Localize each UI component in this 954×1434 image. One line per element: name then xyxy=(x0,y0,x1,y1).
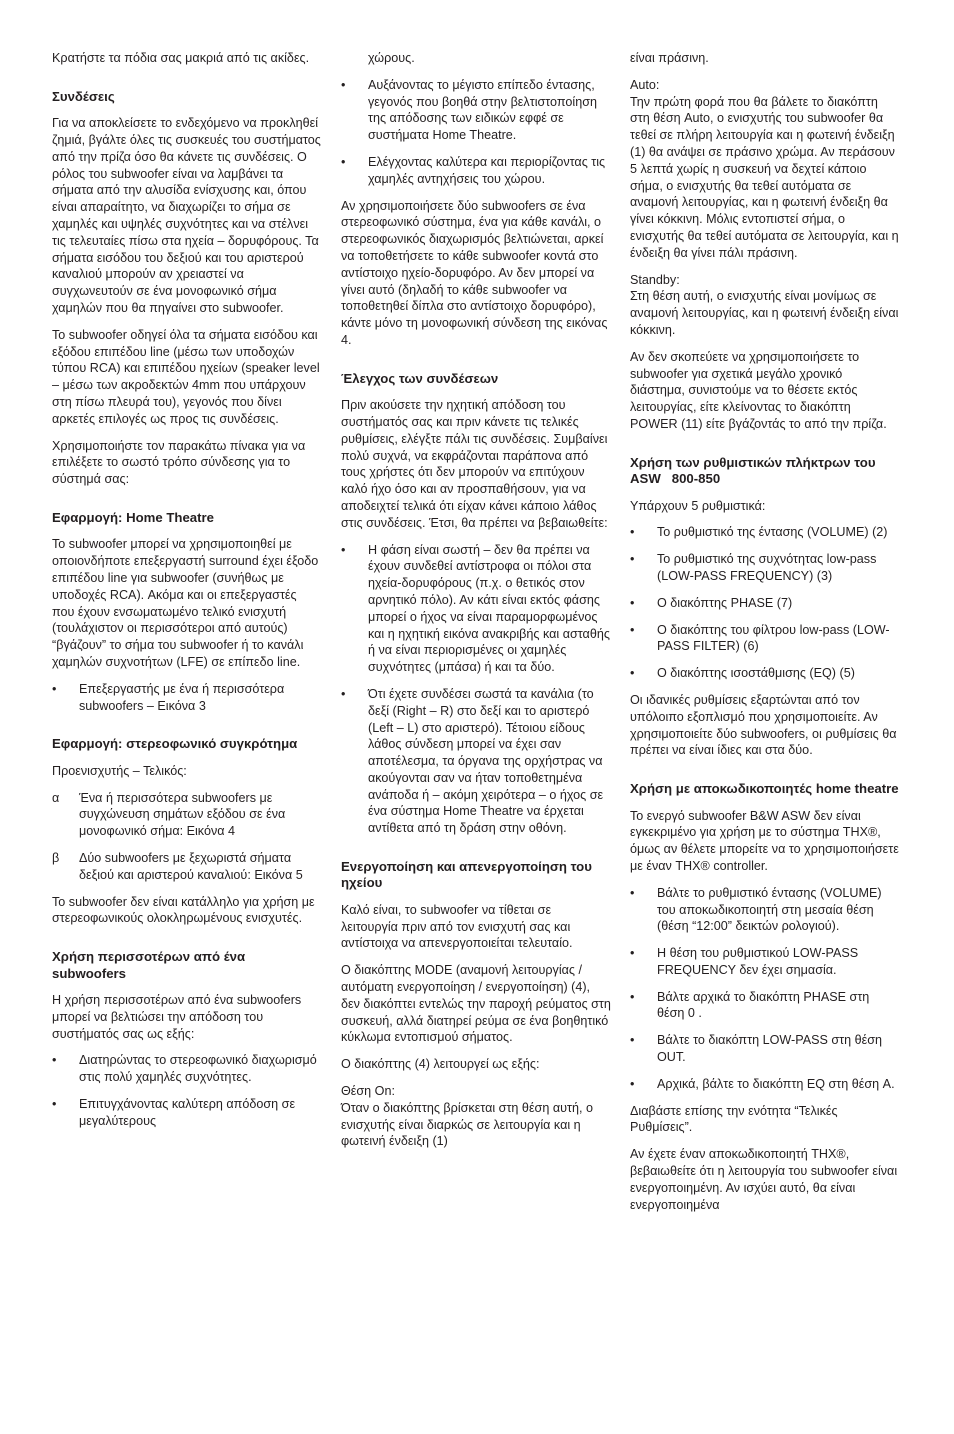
list-item-text: Βάλτε το διακόπτη LOW-PASS στη θέση OUT. xyxy=(657,1033,883,1065)
list-item xyxy=(341,77,611,144)
list-marker: • xyxy=(630,552,635,567)
heading-check-connections: Έλεγχος των συνδέσεων xyxy=(341,370,499,386)
on-position-paragraph xyxy=(341,1083,611,1150)
list-item xyxy=(630,1076,900,1093)
list-marker: • xyxy=(341,542,346,557)
controls-paragraph: Υπάρχουν 5 ρυθμιστικά: xyxy=(630,498,766,513)
list-marker: • xyxy=(630,1076,635,1091)
stereo-paragraph-2: Το subwoofer δεν είναι κατάλληλο για χρήση με στερεοφωνικούς ολοκληρωμένους ενισχυτές. xyxy=(52,894,315,926)
list-item-text: Βάλτε το ρυθμιστικό έντασης (VOLUME) του αποκωδικοποιητή στη μεσαία θέση (θέση “12:00” δεικτών ρολογιού). xyxy=(657,885,882,934)
connections-paragraph-3: Χρησιμοποιήστε τον παρακάτω πίνακα για να επιλέξετε το σωστό τρόπο σύνδεσης για το σύστημά σας: xyxy=(52,438,306,487)
list-item xyxy=(52,790,322,840)
standby-position-paragraph xyxy=(630,272,900,339)
heading-multiple-subwoofers: Χρήση περισσοτέρων από ένα subwoofers xyxy=(52,949,246,981)
list-item xyxy=(341,686,611,837)
list-marker: • xyxy=(630,989,635,1004)
list-item xyxy=(630,524,900,541)
list-marker: α xyxy=(52,790,60,805)
list-item-text: Διατηρώντας το στερεοφωνικό διαχωρισμό στις πολύ χαμηλές συχνότητες. xyxy=(79,1053,317,1085)
controls-list xyxy=(630,524,900,682)
list-marker: • xyxy=(630,885,635,900)
standby-position-text: Στη θέση αυτή, ο ενισχυτής είναι μονίμως σε αναμονή λειτουργίας, και η φωτεινή ένδειξη είναι κόκκινη. xyxy=(630,289,899,337)
list-item-text: Επιτυγχάνοντας καλύτερη απόδοση σε μεγαλύτερους xyxy=(79,1096,296,1128)
list-item-text: Ελέγχοντας καλύτερα και περιορίζοντας τις χαμηλές αντηχήσεις του χώρου. xyxy=(368,154,606,186)
continuation-text: είναι πράσινη. xyxy=(630,51,709,65)
on-position-label: Θέση On: xyxy=(341,1084,395,1099)
list-item-text: Αυξάνοντας το μέγιστο επίπεδο έντασης, γεγονός που βοηθά στην βελτιστοποίηση της απόδοσης των ειδικών εφφέ σε συστήματα Home Theatre. xyxy=(368,77,597,143)
list-item-text: Ένα ή περισσότερα subwoofers με συγχώνευση σημάτων εξόδου σε ένα μονοφωνικό σήμα: Εικόνα 4 xyxy=(79,790,286,839)
list-item xyxy=(630,551,900,585)
decoders-list xyxy=(630,885,900,1093)
heading-home-theatre: Εφαρμογή: Home Theatre xyxy=(52,509,215,525)
thx-paragraph: Αν έχετε έναν αποκωδικοποιητή THX®, βεβαιωθείτε ότι η λειτουργία του subwoofer είναι ενεργοποιημένη. Αν ισχύει αυτό, θα είναι ενεργοποιημένα xyxy=(630,1147,898,1212)
list-item xyxy=(630,665,900,682)
stereo-list xyxy=(52,790,322,884)
on-position-text: Όταν ο διακόπτης βρίσκεται στη θέση αυτή, ο ενισχυτής είναι διαρκώς σε λειτουργία και η φωτεινή ένδειξη (1) xyxy=(341,1100,593,1149)
heading-power: Ενεργοποίηση και απενεργοποίηση του ηχείου xyxy=(341,859,592,891)
list-item-text: Αρχικά, βάλτε το διακόπτη EQ στη θέση A. xyxy=(657,1076,895,1091)
multiple-subwoofers-list xyxy=(52,1052,322,1129)
heading-controls: Χρήση των ρυθμιστικών πλήκτρων του ASW 800-850 xyxy=(630,454,880,487)
list-marker: • xyxy=(341,77,346,92)
auto-position-label: Auto: xyxy=(630,77,660,92)
multiple-subwoofers-list-cont xyxy=(341,77,611,188)
home-theatre-list xyxy=(52,681,322,715)
heading-decoders: Χρήση με αποκωδικοποιητές home theatre xyxy=(630,781,899,797)
column-2 xyxy=(341,50,611,1150)
column-1 xyxy=(52,50,322,1139)
list-item-text: Δύο subwoofers με ξεχωριστά σήματα δεξιού και αριστερού καναλιού: Εικόνα 5 xyxy=(79,850,303,882)
two-subwoofers-paragraph: Αν χρησιμοποιήσετε δύο subwoofers σε ένα στερεοφωνικό σύστημα, ένα για κάθε κανάλι, ο στερεοφωνικός διαχωρισμός βελτιώνεται, αρκεί να τοποθετήσετε το κάθε subwoofer κοντά στο αντίστοιχο ηχείο-δορυφόρο. Αν δεν μπορεί να γίνει αυτό (δηλαδή το κάθε subwoofer να τοποθετηθεί δίπλα στο αντίστοιχο δορυφόρο), κάντε μόνο τη μονοφωνική σύνδεση της εικόνας 4. xyxy=(341,198,608,347)
decoders-paragraph: Το ενεργό subwoofer B&W ASW δεν είναι εγκεκριμένο για χρήση με το σύστημα THX®, όμως αν θέλετε μπορείτε να το χρησιμοποιήσετε με έναν THX® controller. xyxy=(630,808,899,873)
power-paragraph-3: Ο διακόπτης (4) λειτουργεί ως εξής: xyxy=(341,1057,540,1072)
list-marker: • xyxy=(630,595,635,610)
continuation-text: χώρους. xyxy=(368,51,415,65)
unused-paragraph: Αν δεν σκοπεύετε να χρησιμοποιήσετε το subwoofer για σχετικά μεγάλο χρονικό διάστημα, συνιστούμε να το θέσετε εκτός λειτουργίας, είτε κλείνοντας το διακόπτη POWER (11) είτε βγάζοντάς το από την πρίζα. xyxy=(630,349,887,431)
auto-position-text: Την πρώτη φορά που θα βάλετε το διακόπτη στη θέση Auto, ο ενισχυτής του subwoofer θα τεθεί σε πλήρη λειτουργία και η φωτεινή ένδειξη (1) θα ανάψει σε πράσινο χρώμα. Αν περάσουν 5 λεπτά χωρίς η συσκευή να δεχτεί κάποιο σήμα, ο ενισχυτής θα τεθεί αυτόματα σε αναμονή λειτουργίας, και η φωτεινή ένδειξη θα γίνει κόκκινη. Μόλις εντοπιστεί σήμα, ο ενισχυτής θα τεθεί αυτόματα σε λειτουργία, και η ένδειξη θα γίνει πάλι πράσινη. xyxy=(630,94,899,260)
list-marker: • xyxy=(630,1033,635,1048)
list-item xyxy=(630,622,900,656)
check-paragraph: Πριν ακούσετε την ηχητική απόδοση του συστήματός σας και πριν κάνετε τις τελικές ρυθμίσεις, ελέγξτε πάλι τις συνδέσεις. Συμβαίνει πολύ συχνά, να εκφράζονται παράπονα από τους χρήστες ότι δεν μπορούν να επιτύχουν καλό ήχο όσο και αν προσπαθήσουν, για να αποδειχτεί τελικά ότι είχαν κάνει κάποιο λάθος στις συνδέσεις. Έτσι, θα πρέπει να βεβαιωθείτε: xyxy=(341,398,608,530)
list-item xyxy=(341,542,611,676)
list-item xyxy=(630,885,900,935)
list-item-text: Ο διακόπτης PHASE (7) xyxy=(657,595,793,610)
power-paragraph-2: Ο διακόπτης MODE (αναμονή λειτουργίας / αυτόματη ενεργοποίηση / ενεργοποίηση) (4), δεν διακόπτει εντελώς την παροχή ρεύματος στη συσκευή, αλλά διατηρεί ρεύμα σε ένα βοηθητικό κύκλωμα εντοπισμού σήματος. xyxy=(341,963,611,1045)
connections-paragraph-2: Το subwoofer οδηγεί όλα τα σήματα εισόδου και εξόδου επιπέδου line (μέσω των υποδοχών τύπου RCA) και επιπέδου ηχείων (speaker level – μέσω των ακροδεκτών 4mm που υπάρχουν στη πίσω πλευρά του), γεγονός που δίνει αρκετές επιλογές ως προς τις συνδέσεις. xyxy=(52,327,320,426)
stereo-paragraph: Προενισχυτής – Τελικός: xyxy=(52,763,187,778)
list-marker: • xyxy=(341,154,346,169)
list-item-text: Η θέση του ρυθμιστικού LOW-PASS FREQUENCY δεν έχει σημασία. xyxy=(657,946,859,977)
list-item-text: Επεξεργαστής με ένα ή περισσότερα subwoofers – Εικόνα 3 xyxy=(79,681,285,713)
list-item xyxy=(52,850,322,884)
list-item-text: Ο διακόπτης ισοστάθμισης (EQ) (5) xyxy=(657,666,855,681)
multiple-subwoofers-paragraph: Η χρήση περισσοτέρων από ένα subwoofers μπορεί να βελτιώσει την απόδοση του συστήματός σας ως εξής: xyxy=(52,992,302,1041)
auto-position-paragraph xyxy=(630,77,900,262)
list-item xyxy=(630,989,900,1023)
read-also-paragraph: Διαβάστε επίσης την ενότητα “Τελικές Ρυθμίσεις”. xyxy=(630,1103,838,1135)
heading-connections: Συνδέσεις xyxy=(52,88,115,104)
column-3 xyxy=(630,50,900,1223)
list-item-text: Το ρυθμιστικό της έντασης (VOLUME) (2) xyxy=(657,525,888,540)
list-item xyxy=(52,1052,322,1086)
list-item xyxy=(52,681,322,715)
list-item xyxy=(630,595,900,612)
list-item-text: Το ρυθμιστικό της συχνότητας low-pass (LOW-PASS FREQUENCY) (3) xyxy=(657,552,877,583)
list-item xyxy=(52,1096,322,1130)
connections-paragraph-1: Για να αποκλείσετε το ενδεχόμενο να προκληθεί ζημιά, βγάλτε όλες τις συσκευές του συστήματος από την πρίζα όσο θα κάνετε τις συνδέσεις. Ο ρόλος του subwoofer είναι να λαμβάνει τα σήματα από την αλυσίδα ενίσχυσης και, όπου είναι απαραίτητο, να διαχωρίζει το σήμα σε χαμηλές και υψηλές συχνότητες και να στέλνει τις τελευταίες πίσω στα ηχεία – δορυφόρους. Τα σήματα εισόδου του δεξιού και του αριστερού καναλιού μπορούν αν χρειαστεί να συγχωνευτούν σε ένα μονοφωνικό σήμα χαμηλών που θα πηγαίνει στο subwoofer. xyxy=(52,116,321,315)
intro-paragraph: Κρατήστε τα πόδια σας μακριά από τις ακίδες. xyxy=(52,51,310,65)
list-marker: • xyxy=(630,622,635,637)
list-marker: β xyxy=(52,850,60,865)
list-marker: • xyxy=(52,681,57,696)
list-marker: • xyxy=(630,525,635,540)
list-item-text: Ότι έχετε συνδέσει σωστά τα κανάλια (το δεξί (Right – R) στο δεξί και το αριστερό (Left – L) στο αριστερό). Τέτοιου είδους λάθος σύνδεση μπορεί να έχει σαν αποτέλεσμα, τα όργανα της ορχήστρας να ακούγονται σαν να ήταν τοποθετημένα ανάποδα ή – ακόμη χειρότερα – ο ήχος σε ένα σύστημα Home Theatre να έρχεται αντίθετα από τη δράση στην οθόνη. xyxy=(368,686,604,836)
list-marker: • xyxy=(52,1053,57,1068)
list-item-text: Βάλτε αρχικά το διακόπτη PHASE στη θέση 0 . xyxy=(657,989,870,1021)
power-paragraph-1: Καλό είναι, το subwoofer να τίθεται σε λειτουργία πριν από τον ενισχυτή σας και αντίστοιχα να απενεργοποιείται τελευταίο. xyxy=(341,902,573,951)
list-item xyxy=(341,154,611,188)
ideal-settings-paragraph: Οι ιδανικές ρυθμίσεις εξαρτώνται από τον υπόλοιπο εξοπλισμό που χρησιμοποιείτε. Αν χρησιμοποιείτε δύο subwoofers, οι ρυθμίσεις θα πρέπει να είναι ίδιες και στα δύο. xyxy=(630,692,897,758)
list-marker: • xyxy=(630,946,635,961)
list-item xyxy=(630,945,900,979)
list-item-text: Η φάση είναι σωστή – δεν θα πρέπει να έχουν συνδεθεί αντίστροφα οι πόλοι στα ηχεία-δορυφόρους (π.χ. ο θετικός στον αρνητικό πόλο). Αν κάτι είναι εκτός φάσης μπορεί ο ήχος να είναι παραμορφωμένος και η ηχητική εικόνα ανακριβής και ασταθής ή να είναι περιορισμένες οι χαμηλές συχνότητες (μπάσα) ή και τα δύο. xyxy=(368,542,610,675)
list-marker: • xyxy=(630,666,635,681)
list-item xyxy=(630,1032,900,1066)
list-item-text: Ο διακόπτης του φίλτρου low-pass (LOW-PASS FILTER) (6) xyxy=(657,622,890,654)
heading-stereo: Εφαρμογή: στερεοφωνικό συγκρότημα xyxy=(52,736,298,752)
home-theatre-paragraph: Το subwoofer μπορεί να χρησιμοποιηθεί με οποιονδήποτε επεξεργαστή surround έχει έξοδο επιπέδου line για subwoofer (συνήθως με υποδοχές RCA). Ακόμα και οι επεξεργαστές που έχουν ενσωματωμένο τελικό ενισχυτή (τουλάχιστον οι περισσότεροι από αυτούς) “βγάζουν” το σήμα του subwoofer ή το κανάλι χαμηλών συχνοτήτων (LFE) σε επίπεδο line. xyxy=(52,537,319,669)
list-marker: • xyxy=(341,686,346,701)
list-marker: • xyxy=(52,1096,57,1111)
check-list xyxy=(341,542,611,838)
standby-position-label: Standby: xyxy=(630,272,680,287)
